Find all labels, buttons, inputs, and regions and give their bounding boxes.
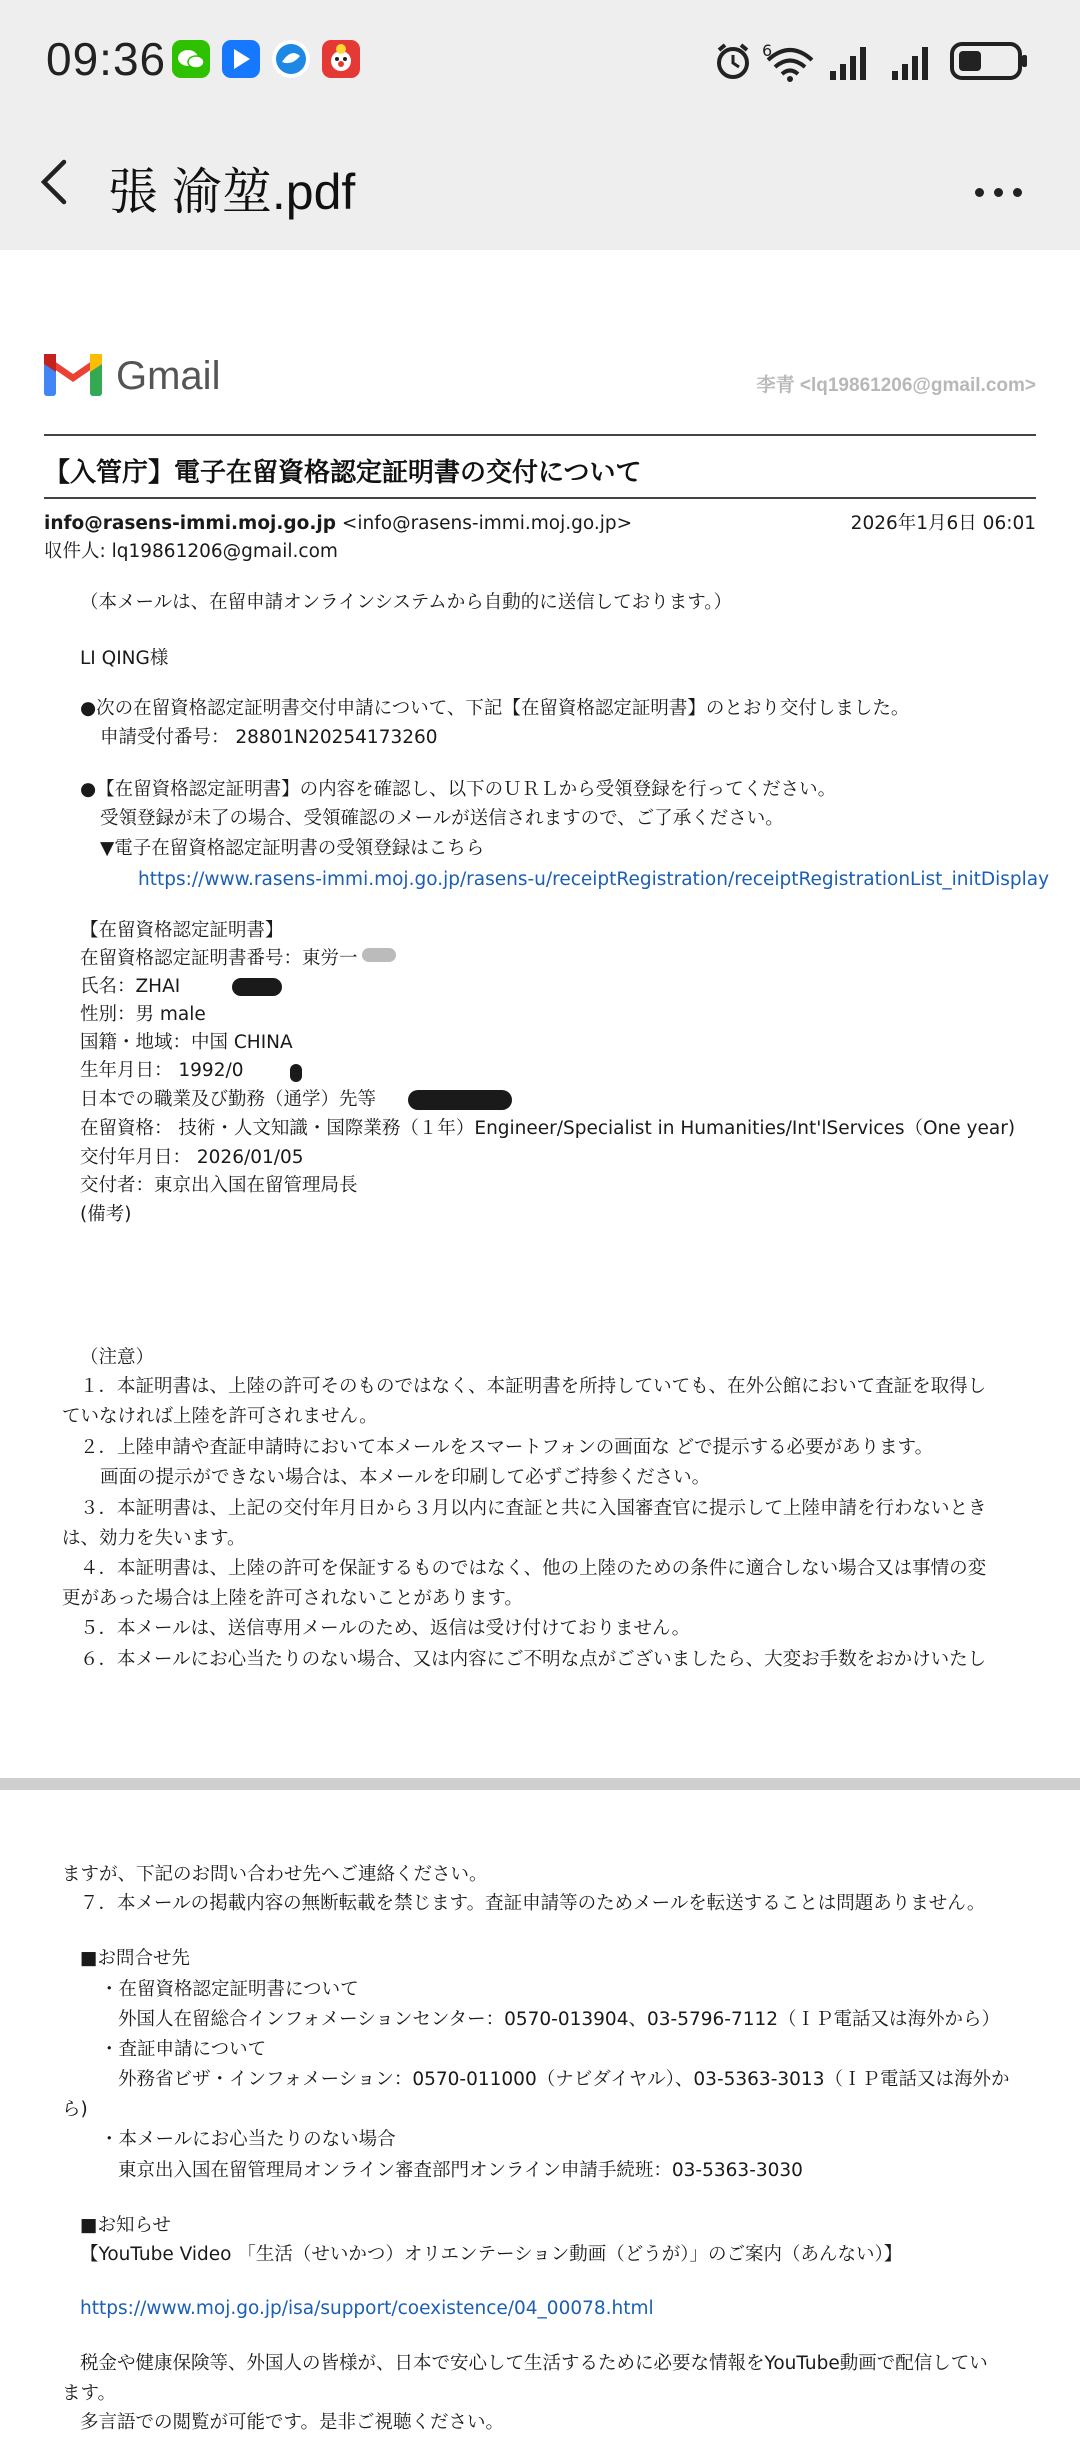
body-line: ていなければ上陸を許可されません。 bbox=[62, 1406, 378, 1427]
body-line: 受領登録が未了の場合、受領確認のメールが送信されますので、ご了承ください。 bbox=[100, 808, 784, 829]
redaction bbox=[290, 1064, 302, 1082]
gmail-logo-icon bbox=[44, 350, 102, 396]
signal-icon-1 bbox=[830, 44, 874, 80]
body-line: ます。 bbox=[62, 2383, 117, 2404]
clown-app-icon bbox=[322, 40, 360, 78]
gmail-brand: Gmail bbox=[116, 354, 221, 398]
body-line: ２．上陸申請や査証申請時において本メールをスマートフォンの画面な どで提示する必要があります。 bbox=[80, 1437, 934, 1458]
body-line: 在留資格認定証明書番号：東労一 bbox=[80, 948, 358, 969]
body-line: は、効力を失います。 bbox=[62, 1528, 246, 1549]
document-title: 張 渝堃.pdf bbox=[108, 164, 356, 220]
browser-icon bbox=[272, 40, 310, 78]
body-line: 外国人在留総合インフォメーションセンター：0570-013904、03-5796-7112（ＩＰ電話又は海外から） bbox=[118, 2009, 1001, 2030]
sender-address: info@rasens-immi.moj.go.jp bbox=[44, 513, 336, 534]
receipt-registration-link[interactable]: https://www.rasens-immi.moj.go.jp/rasens-u/receiptRegistration/receiptRegistrationList_initDisplay bbox=[138, 869, 1050, 890]
body-line: 性別：男 male bbox=[80, 1004, 206, 1025]
sender-full: <info@rasens-immi.moj.go.jp> bbox=[335, 513, 633, 534]
status-bar bbox=[0, 0, 1080, 120]
body-line: 生年月日： 1992/0 bbox=[80, 1060, 244, 1081]
redaction bbox=[362, 948, 396, 962]
body-line: ら) bbox=[62, 2099, 88, 2120]
account-header: 李青 <lq19861206@gmail.com> bbox=[756, 375, 1036, 396]
body-line: 税金や健康保険等、外国人の皆様が、日本で安心して生活するために必要な情報をYouTube動画で配信してい bbox=[80, 2353, 988, 2374]
body-line: 外務省ビザ・インフォメーション：0570-011000（ナビダイヤル）、03-5363-3013（ＩＰ電話又は海外か bbox=[118, 2069, 1010, 2090]
redaction bbox=[232, 978, 282, 996]
body-line: ▼電子在留資格認定証明書の受領登録はこちら bbox=[100, 838, 485, 859]
body-line: ■お問合せ先 bbox=[80, 1948, 190, 1969]
body-line: （注意） bbox=[80, 1347, 155, 1368]
status-time: 09:36 bbox=[46, 33, 167, 85]
email-date: 2026年1月6日 06:01 bbox=[850, 513, 1036, 534]
body-line: ●次の在留資格認定証明書交付申請について、下記【在留資格認定証明書】のとおり交付しました。 bbox=[80, 698, 910, 719]
battery-icon bbox=[950, 42, 1030, 82]
back-arrow-icon[interactable] bbox=[36, 158, 72, 206]
recipient: 収件人: lq19861206@gmail.com bbox=[44, 541, 338, 562]
body-line: 交付者：東京出入国在留管理局長 bbox=[80, 1175, 358, 1196]
body-line: 交付年月日： 2026/01/05 bbox=[80, 1147, 304, 1168]
body-line: ６．本メールにお心当たりのない場合、又は内容にご不明な点がございましたら、大変お手数をおかけいたし bbox=[80, 1649, 987, 1670]
svg-text:6: 6 bbox=[762, 41, 773, 60]
more-options-icon[interactable] bbox=[975, 182, 1032, 201]
body-line: ・査証申請について bbox=[100, 2039, 267, 2060]
body-line: 多言語での閲覧が可能です。是非ご視聴ください。 bbox=[80, 2412, 505, 2433]
body-line: 画面の提示ができない場合は、本メールを印刷して必ずご持参ください。 bbox=[100, 1467, 711, 1488]
body-line: 在留資格： 技術・人文知識・国際業務（１年）Engineer/Specialist in Humanities/Int'lServices（One year) bbox=[80, 1118, 1016, 1139]
body-line: ４．本証明書は、上陸の許可を保証するものではなく、他の上陸のための条件に適合しない場合又は事情の変 bbox=[80, 1558, 987, 1579]
wechat-icon bbox=[172, 40, 210, 78]
body-line: ・在留資格認定証明書について bbox=[100, 1979, 359, 2000]
body-line: ３．本証明書は、上記の交付年月日から３月以内に査証と共に入国審査官に提示して上陸申請を行わないとき bbox=[80, 1498, 987, 1519]
body-line: ・本メールにお心当たりのない場合 bbox=[100, 2129, 396, 2150]
feishu-icon bbox=[222, 40, 260, 78]
body-line: （本メールは、在留申請オンラインシステムから自動的に送信しております。） bbox=[80, 592, 733, 613]
body-line: ５．本メールは、送信専用メールのため、返信は受け付けておりません。 bbox=[80, 1618, 691, 1639]
body-line: 申請受付番号： 28801N20254173260 bbox=[100, 727, 438, 748]
signal-icon-2 bbox=[892, 44, 936, 80]
body-line: 国籍・地域：中国 CHINA bbox=[80, 1032, 293, 1053]
page-separator bbox=[0, 1778, 1080, 1790]
body-line: ますが、下記のお問い合わせ先へご連絡ください。 bbox=[62, 1864, 488, 1885]
divider bbox=[44, 434, 1036, 436]
body-line: 東京出入国在留管理局オンライン審査部門オンライン申請手続班：03-5363-3030 bbox=[118, 2160, 803, 2181]
sender bbox=[44, 515, 632, 534]
wifi-6-icon bbox=[760, 38, 814, 82]
body-line: 日本での職業及び勤務（通学）先等 bbox=[80, 1089, 377, 1110]
divider bbox=[44, 497, 1036, 499]
body-line: ●【在留資格認定証明書】の内容を確認し、以下のＵＲＬから受領登録を行ってください。 bbox=[80, 779, 837, 800]
body-line: LI QING様 bbox=[80, 648, 169, 669]
body-line: ■お知らせ bbox=[80, 2215, 171, 2236]
body-line: 【在留資格認定証明書】 bbox=[80, 920, 284, 941]
body-line: (備考) bbox=[80, 1204, 132, 1225]
email-subject: 【入管庁】電子在留資格認定証明書の交付について bbox=[44, 458, 642, 488]
youtube-info-link[interactable]: https://www.moj.go.jp/isa/support/coexistence/04_00078.html bbox=[80, 2298, 654, 2319]
alarm-icon bbox=[712, 40, 754, 82]
body-line: 氏名：ZHAI bbox=[80, 976, 181, 997]
body-line: 【YouTube Video 「生活（せいかつ）オリエンテーション動画（どうが）」のご案内（あんない）】 bbox=[80, 2244, 903, 2265]
body-line: ７．本メールの掲載内容の無断転載を禁じます。査証申請等のためメールを転送することは問題ありません。 bbox=[80, 1893, 986, 1914]
redaction bbox=[408, 1090, 512, 1110]
body-line: 更があった場合は上陸を許可されないことがあります。 bbox=[62, 1588, 523, 1609]
body-line: １．本証明書は、上陸の許可そのものではなく、本証明書を所持していても、在外公館において査証を取得し bbox=[80, 1376, 987, 1397]
